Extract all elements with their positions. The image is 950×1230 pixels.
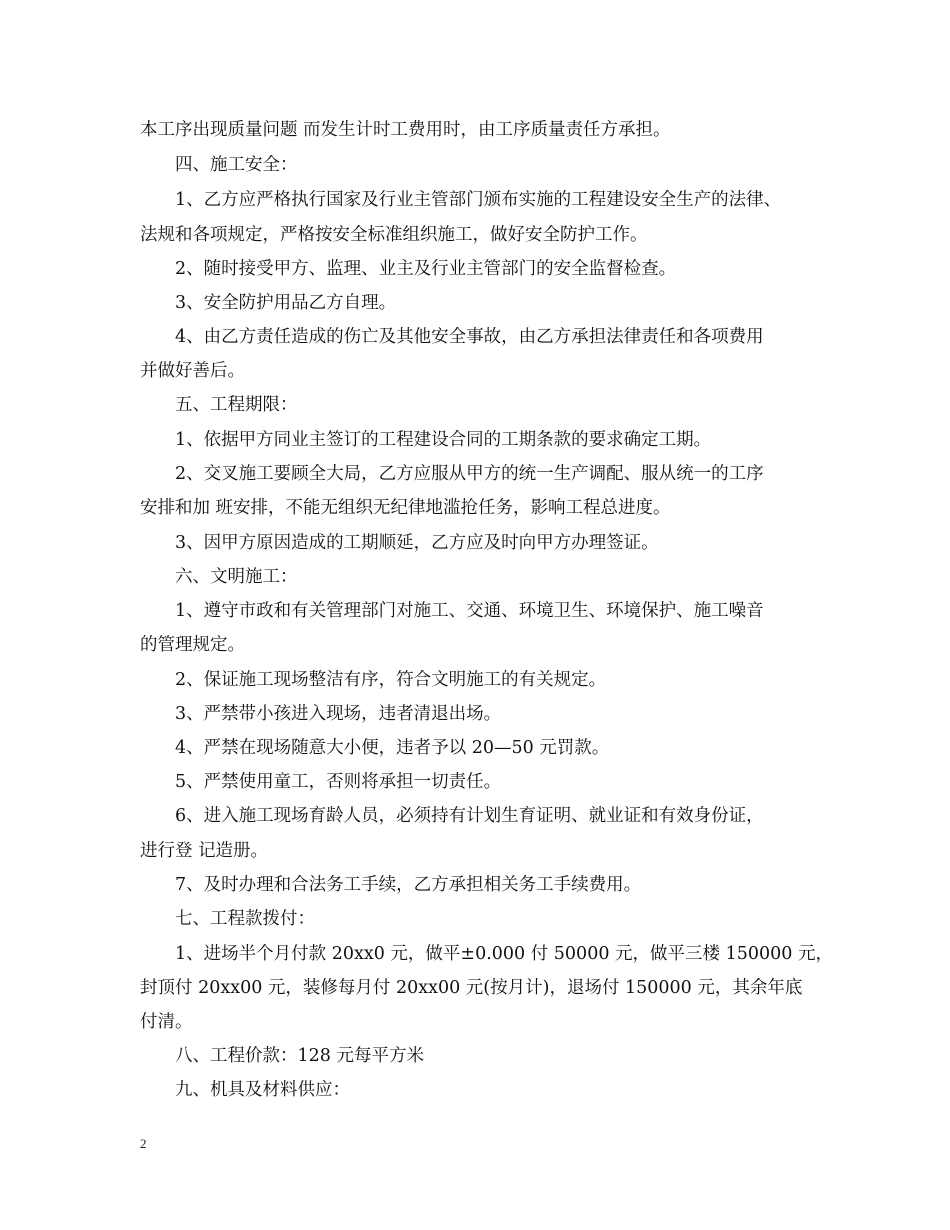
paragraph-line: 3、严禁带小孩进入现场，违者清退出场。	[175, 704, 502, 724]
paragraph-line: 并做好善后。	[140, 361, 245, 381]
paragraph-line: 进行登 记造册。	[140, 841, 269, 861]
paragraph-line: 安排和加 班安排，不能无组织无纪律地滥抢任务，影响工程总进度。	[140, 498, 671, 518]
section-heading: 八、工程价款：128 元每平方米	[175, 1046, 424, 1066]
paragraph-line: 2、随时接受甲方、监理、业主及行业主管部门的安全监督检查。	[175, 259, 677, 279]
section-heading: 六、文明施工：	[175, 567, 298, 587]
section-heading: 九、机具及材料供应：	[175, 1080, 350, 1100]
paragraph-line: 付清。	[140, 1012, 193, 1032]
paragraph-line: 2、交叉施工要顾全大局，乙方应服从甲方的统一生产调配、服从统一的工序	[175, 464, 764, 484]
paragraph-line: 6、进入施工现场育龄人员，必须持有计划生育证明、就业证和有效身份证，	[175, 806, 764, 826]
paragraph-line: 3、安全防护用品乙方自理。	[175, 293, 397, 313]
paragraph-line: 4、由乙方责任造成的伤亡及其他安全事故，由乙方承担法律责任和各项费用	[175, 327, 764, 347]
page-number: 2	[140, 1136, 147, 1151]
paragraph-line: 1、依据甲方同业主签订的工程建设合同的工期条款的要求确定工期。	[175, 430, 712, 450]
paragraph-line: 本工序出现质量问题 而发生计时工费用时，由工序质量责任方承担。	[140, 120, 671, 140]
section-heading: 五、工程期限：	[175, 395, 298, 415]
paragraph-line: 1、遵守市政和有关管理部门对施工、交通、环境卫生、环境保护、施工噪音	[175, 601, 764, 621]
paragraph-line: 5、严禁使用童工，否则将承担一切责任。	[175, 772, 502, 792]
paragraph-line: 法规和各项规定，严格按安全标准组织施工，做好安全防护工作。	[140, 225, 648, 245]
section-heading: 四、施工安全：	[175, 155, 298, 175]
paragraph-line: 1、乙方应严格执行国家及行业主管部门颁布实施的工程建设安全生产的法律、	[175, 190, 782, 210]
paragraph-line: 的管理规定。	[140, 635, 245, 655]
paragraph-line: 3、因甲方原因造成的工期顺延，乙方应及时向甲方办理签证。	[175, 533, 659, 553]
paragraph-line: 7、及时办理和合法务工手续，乙方承担相关务工手续费用。	[175, 875, 642, 895]
paragraph-line: 4、严禁在现场随意大小便，违者予以 20—50 元罚款。	[175, 738, 610, 758]
section-heading: 七、工程款拨付：	[175, 909, 315, 929]
paragraph-line: 2、保证施工现场整洁有序，符合文明施工的有关规定。	[175, 670, 607, 690]
paragraph-line: 1、进场半个月付款 20xx0 元，做平±0.000 付 50000 元，做平三楼 150000 元，	[175, 944, 833, 964]
paragraph-line: 封顶付 20xx00 元，装修每月付 20xx00 元(按月计)，退场付 150000 元，其余年底	[140, 978, 803, 998]
